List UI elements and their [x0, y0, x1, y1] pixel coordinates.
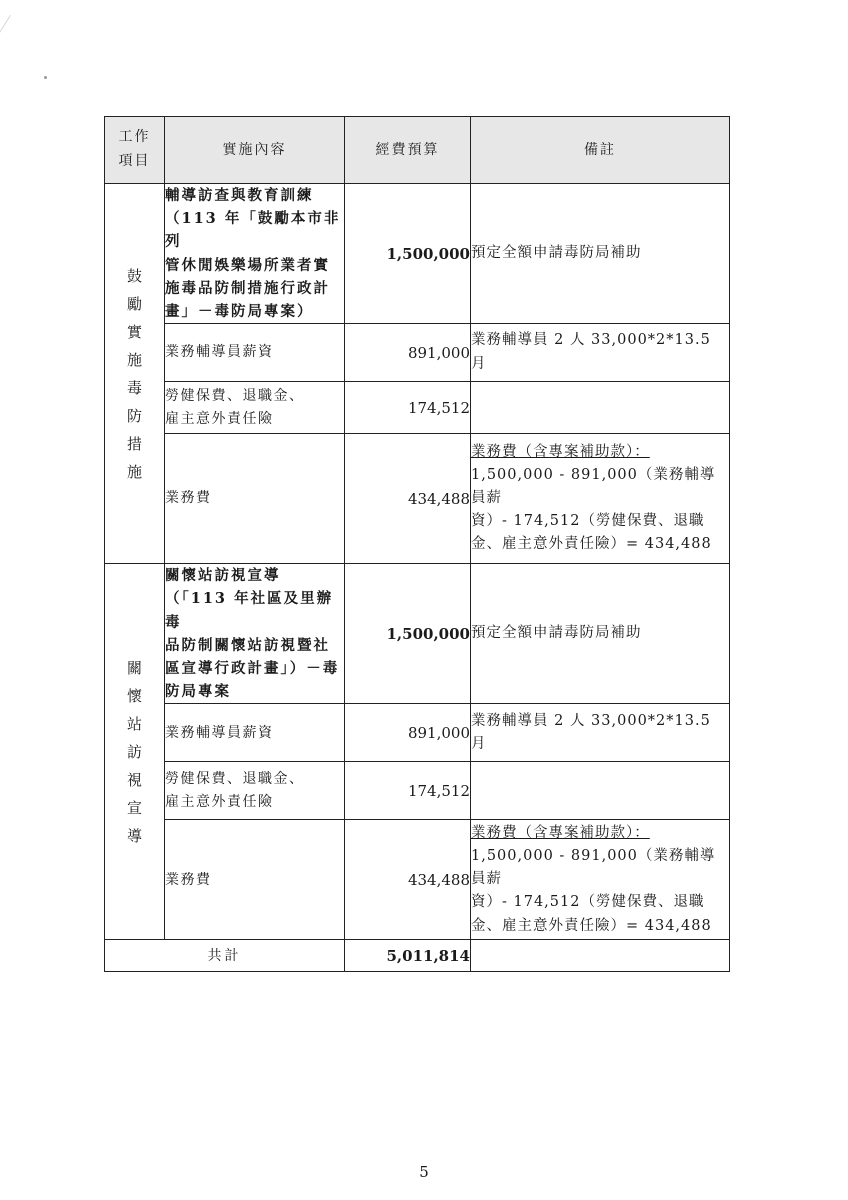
budget-table: [104, 116, 730, 972]
table-row: [105, 382, 730, 434]
ops-remark-line: 資）- 174,512（勞健保費、退職: [471, 513, 705, 530]
category-char: 施: [126, 350, 142, 369]
scan-artifact: [0, 15, 30, 68]
salary-label: 業務輔導員薪資: [165, 324, 345, 382]
ops-label: 業務費: [165, 434, 345, 564]
category-char: 鼓: [126, 266, 142, 285]
ops-remark-line: 金、雇主意外責任險）= 434,488: [471, 917, 712, 934]
main-amount: 1,500,000: [345, 564, 471, 704]
category-char: 防: [126, 406, 142, 425]
header-work-item: [105, 117, 165, 184]
content-line: 管休閒娛樂場所業者實: [165, 256, 330, 274]
category-char: 訪: [126, 742, 142, 761]
category-char: 實: [126, 322, 142, 341]
insurance-line: 雇主意外責任險: [165, 793, 274, 810]
category-char: 宣: [126, 798, 142, 817]
insurance-amount: 174,512: [345, 762, 471, 820]
content-line: （「113 年社區及里辦毒: [165, 590, 334, 631]
ops-remark: [471, 820, 730, 940]
header-item-line2: 項目: [118, 153, 151, 169]
table-row: [105, 434, 730, 564]
category-char: 站: [126, 714, 142, 733]
content-line: 防局專案: [165, 683, 231, 701]
ops-remark-line: 1,500,000 - 891,000（業務輔導員薪: [471, 466, 716, 507]
total-row: [105, 940, 730, 972]
ops-remark-title: 業務費（含專案補助款）：: [471, 824, 650, 841]
category-char: 毒: [126, 378, 142, 397]
category-char: 關: [126, 658, 142, 677]
ops-remark-line: 金、雇主意外責任險）= 434,488: [471, 536, 712, 553]
table-row: [105, 324, 730, 382]
insurance-remark: [471, 762, 730, 820]
page-number: 5: [419, 1163, 429, 1181]
ops-amount: 434,488: [345, 434, 471, 564]
main-remark: 預定全額申請毒防局補助: [471, 184, 730, 324]
table-row: [105, 564, 730, 704]
salary-amount: 891,000: [345, 704, 471, 762]
insurance-label: [165, 382, 345, 434]
category-cell: [105, 184, 165, 564]
total-amount: 5,011,814: [345, 940, 471, 972]
header-item-line1: 工作: [118, 129, 151, 146]
header-budget: 經費預算: [345, 117, 471, 184]
table-header-row: [105, 117, 730, 184]
content-line: 輔導訪查與教育訓練: [165, 187, 314, 204]
ops-remark-line: 1,500,000 - 891,000（業務輔導員薪: [471, 847, 716, 888]
category-char: 視: [126, 770, 142, 789]
ops-remark-line: 資）- 174,512（勞健保費、退職: [471, 894, 705, 911]
category-char: 措: [126, 434, 142, 453]
header-remark: 備註: [471, 117, 730, 184]
ops-label: 業務費: [165, 820, 345, 940]
insurance-remark: [471, 382, 730, 434]
content-line: 關懷站訪視宣導: [165, 567, 281, 585]
main-amount: 1,500,000: [345, 184, 471, 324]
salary-remark: 業務輔導員 2 人 33,000*2*13.5 月: [471, 324, 730, 382]
table-row: [105, 820, 730, 940]
category-char: 懷: [126, 686, 142, 705]
ops-amount: 434,488: [345, 820, 471, 940]
table-row: [105, 184, 730, 324]
total-label: 共計: [105, 940, 345, 972]
main-content-cell: [165, 564, 345, 704]
content-line: 畫」－毒防局專案）: [165, 302, 314, 320]
salary-label: 業務輔導員薪資: [165, 704, 345, 762]
category-cell: [105, 564, 165, 940]
insurance-line: 勞健保費、退職金、: [165, 771, 305, 788]
ops-remark-title: 業務費（含專案補助款）：: [471, 443, 650, 460]
content-line: 品防制關懷站訪視暨社: [165, 636, 330, 654]
main-content-cell: [165, 184, 345, 324]
insurance-label: [165, 762, 345, 820]
header-content: 實施內容: [165, 117, 345, 184]
content-line: 區宣導行政計畫」）－毒: [165, 659, 340, 677]
salary-amount: 891,000: [345, 324, 471, 382]
table-row: [105, 762, 730, 820]
total-remark: [471, 940, 730, 972]
category-char: 勵: [126, 294, 142, 313]
ops-remark: [471, 434, 730, 564]
insurance-line: 勞健保費、退職金、: [165, 388, 305, 405]
insurance-amount: 174,512: [345, 382, 471, 434]
salary-remark: 業務輔導員 2 人 33,000*2*13.5 月: [471, 704, 730, 762]
category-char: 導: [126, 826, 142, 845]
main-remark: 預定全額申請毒防局補助: [471, 564, 730, 704]
table-row: [105, 704, 730, 762]
insurance-line: 雇主意外責任險: [165, 410, 274, 427]
content-line: 施毒品防制措施行政計: [165, 279, 330, 297]
category-char: 施: [126, 462, 142, 481]
content-line: （113 年「鼓勵本市非列: [165, 210, 341, 251]
scan-dot: [44, 76, 47, 79]
